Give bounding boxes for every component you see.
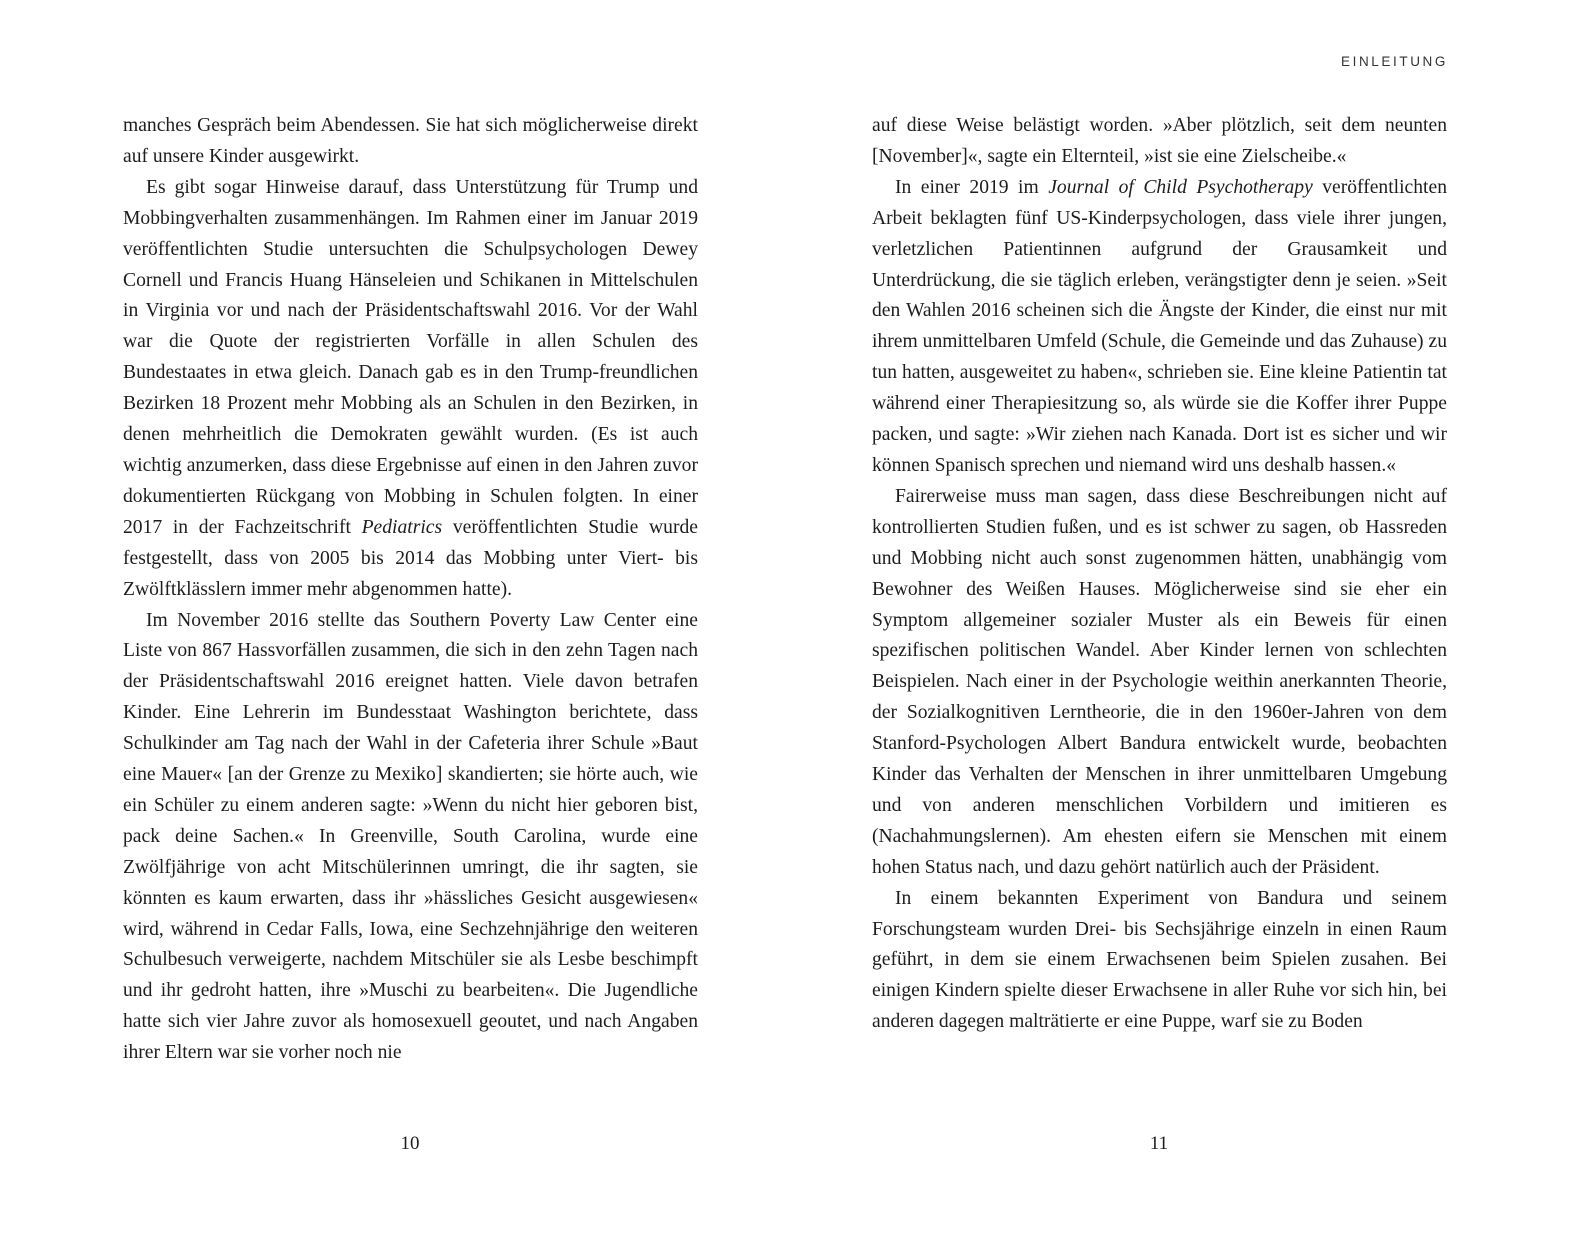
paragraph: [872, 111, 1447, 173]
right-page-body: [872, 111, 1447, 1038]
page-number: 10: [400, 1133, 420, 1154]
journal-title-italic: Journal of Child Psychotherapy: [1048, 176, 1313, 198]
paragraph-text: In einem bekannten Experiment von Bandura und seinem Forschungsteam wurden Drei- bis Sechsjährige einzeln in einen Raum geführt, in dem sie einem Erwachsenen beim Spielen zusahen. Bei einigen Kindern spielte dieser Erwachsene in aller Ruhe vor sich hin, bei anderen dagegen malträtierte er eine Puppe, warf sie zu Boden: [872, 887, 1447, 1033]
right-page: [797, 0, 1594, 1240]
paragraph-text: Fairerweise muss man sagen, dass diese Beschreibungen nicht auf kontrollierten Studien fußen, und es ist schwer zu sagen, ob Hassreden und Mobbing nicht auch sonst zugenommen hätten, unabhängig vom Bewohner des Weißen Hauses. Möglicherweise sind sie eher ein Symptom allgemeiner sozialer Muster als ein Beweis für einen spezifischen politischen Wandel. Aber Kinder lernen von schlechten Beispielen. Nach einer in der Psychologie weithin anerkannten Theorie, der Sozialkognitiven Lerntheorie, die in den 1960er-Jahren von dem Stanford-Psychologen Albert Bandura entwickelt wurde, beobachten Kinder das Verhalten der Menschen in ihrer unmittelbaren Umgebung und von anderen menschlichen Vorbildern und imitieren es (Nachahmungslernen). Am ehesten eifern sie Menschen mit einem hohen Status nach, und dazu gehört natürlich auch der Präsident.: [872, 485, 1447, 878]
paragraph-text: veröffentlichten Studie wurde festgestellt, dass von 2005 bis 2014 das Mobbing unter Viert- bis Zwölftklässlern immer mehr abgenommen hatte).: [123, 516, 698, 600]
paragraph: [872, 173, 1447, 482]
paragraph-text: Im November 2016 stellte das Southern Poverty Law Center eine Liste von 867 Hassvorfällen zusammen, die sich in den zehn Tagen nach der Präsidentschaftswahl 2016 ereignet hatten. Viele davon betrafen Kinder. Eine Lehrerin im Bundesstaat Washington berichtete, dass Schulkinder am Tag nach der Wahl in der Cafeteria ihrer Schule »Baut eine Mauer« [an der Grenze zu Mexiko] skandierten; sie hörte auch, wie ein Schüler zu einem anderen sagte: »Wenn du nicht hier geboren bist, pack deine Sachen.« In Greenville, South Carolina, wurde eine Zwölfjährige von acht Mitschülerinnen umringt, die ihr sagten, sie könnten es kaum erwarten, dass ihr »hässliches Gesicht ausgewiesen« wird, während in Cedar Falls, Iowa, eine Sechzehnjährige den weiteren Schulbesuch verweigerte, nachdem Mitschüler sie als Lesbe beschimpft und ihr gedroht hatten, ihre »Muschi zu bearbeiten«. Die Jugendliche hatte sich vier Jahre zuvor als homosexuell geoutet, und nach Angaben ihrer Eltern war sie vorher noch nie: [123, 609, 698, 1064]
paragraph: [123, 606, 698, 1070]
paragraph-text: manches Gespräch beim Abendessen. Sie hat sich möglicherweise direkt auf unsere Kinder ausgewirkt.: [123, 115, 698, 167]
paragraph: [123, 173, 698, 606]
paragraph: [872, 482, 1447, 884]
running-head: EINLEITUNG: [1340, 54, 1448, 69]
paragraph-text: auf diese Weise belästigt worden. »Aber plötzlich, seit dem neunten [November]«, sagte ein Elternteil, »ist sie eine Zielscheibe.«: [872, 115, 1447, 167]
paragraph-text: Es gibt sogar Hinweise darauf, dass Unterstützung für Trump und Mobbingverhalten zusammenhängen. Im Rahmen einer im Januar 2019 veröffentlichten Studie untersuchten die Schulpsychologen Dewey Cornell und Francis Huang Hänseleien und Schikanen in Mittelschulen in Virginia vor und nach der Präsidentschaftswahl 2016. Vor der Wahl war die Quote der registrierten Vorfälle in allen Schulen des Bundestaates in etwa gleich. Danach gab es in den Trump-freundlichen Bezirken 18 Prozent mehr Mobbing als an Schulen in den Bezirken, in denen mehrheitlich die Demokraten gewählt wurden. (Es ist auch wichtig anzumerken, dass diese Ergebnisse auf einen in den Jahren zuvor dokumentierten Rückgang von Mobbing in Schulen folgten. In einer 2017 in der Fachzeitschrift: [123, 176, 698, 538]
paragraph: [123, 111, 698, 173]
paragraph-text: veröffentlichten Arbeit beklagten fünf US-Kinderpsychologen, dass viele ihrer jungen, verletzlichen Patientinnen aufgrund der Grausamkeit und Unterdrückung, die sie täglich erleben, verängstigter denn je seien. »Seit den Wahlen 2016 scheinen sich die Ängste der Kinder, die einst nur mit ihrem unmittelbaren Umfeld (Schule, die Gemeinde und das Zuhause) zu tun hatten, ausgeweitet zu haben«, schrieben sie. Eine kleine Patientin tat während einer Therapiesitzung so, als würde sie die Koffer ihrer Puppe packen, und sagte: »Wir ziehen nach Kanada. Dort ist es sicher und wir können Spanisch sprechen und niemand wird uns deshalb hassen.«: [872, 176, 1447, 476]
paragraph-text: In einer 2019 im: [895, 176, 1049, 198]
journal-title-italic: Pediatrics: [361, 516, 443, 538]
page-number: 11: [1149, 1133, 1169, 1154]
left-page-body: [123, 111, 698, 1069]
paragraph: [872, 884, 1447, 1039]
